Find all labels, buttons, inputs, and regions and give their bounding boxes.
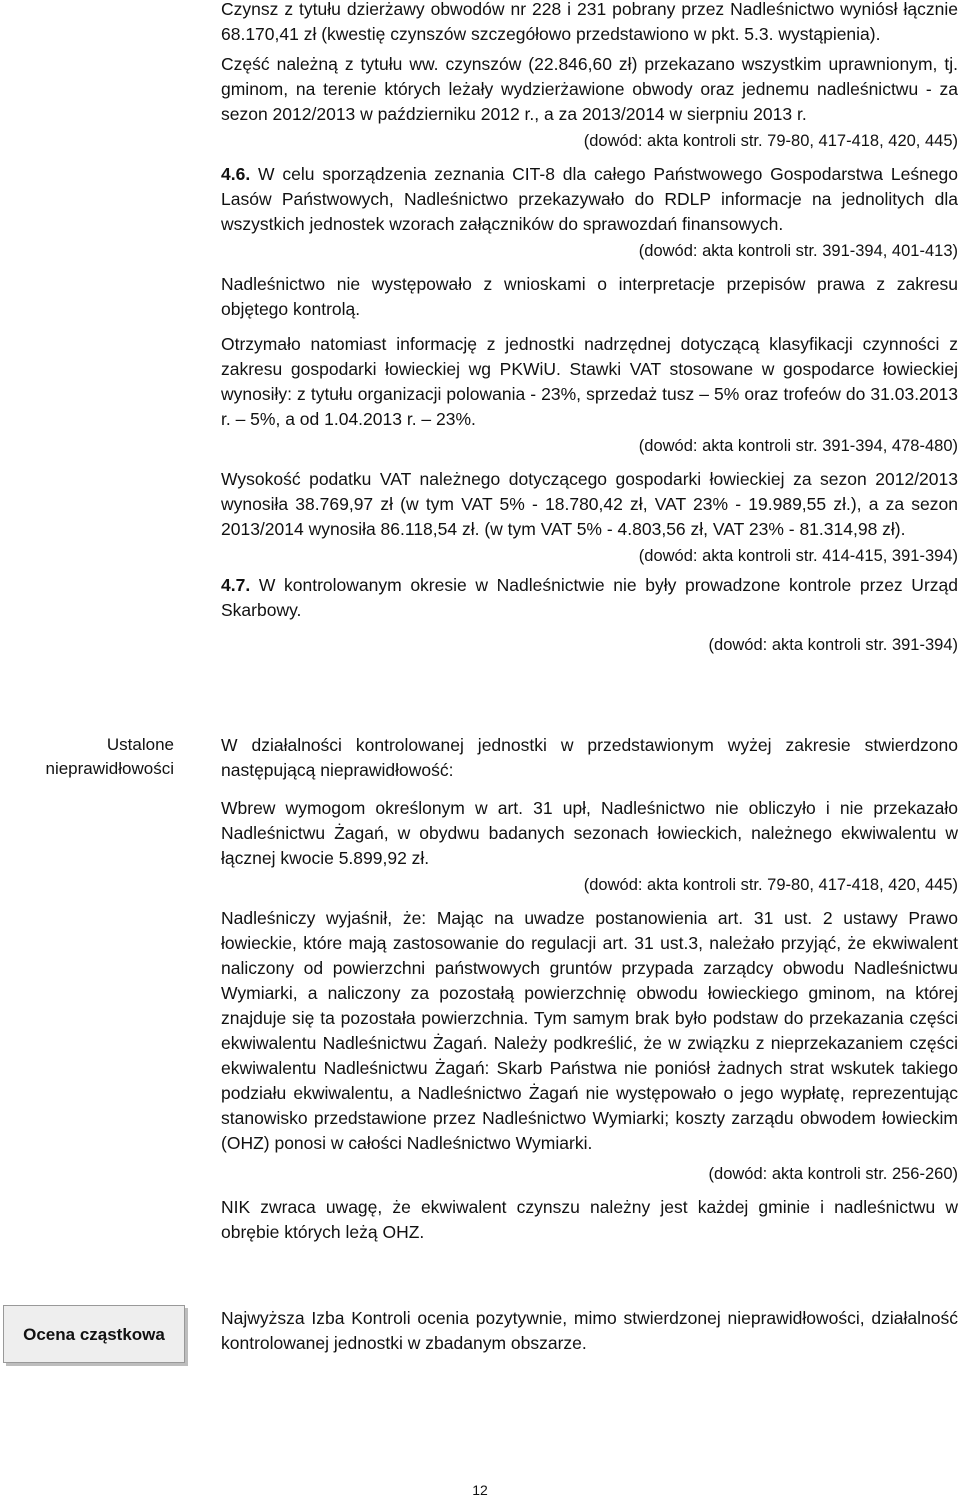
- irregularities-section: [221, 733, 958, 1245]
- section-number: 4.6.: [221, 164, 251, 184]
- section-4-7-paragraph: [221, 573, 958, 623]
- assessment-label-box: [3, 1305, 185, 1363]
- section-text: W kontrolowanym okresie w Nadleśnictwie nie były prowadzone kontrole przez Urząd Skarbowy.: [221, 575, 958, 620]
- interpretation-paragraph: Nadleśnictwo nie występowało z wnioskami o interpretacje przepisów prawa z zakresu objętego kontrolą.: [221, 274, 958, 319]
- section-text: W celu sporządzenia zeznania CIT-8 dla całego Państwowego Gospodarstwa Leśnego Lasów Państwowych, Nadleśnictwo przekazywało do RDLP informacje na jednolitych dla wszystkich jednostek wzorach załączników do sprawozdań finansowych.: [221, 164, 958, 234]
- nik-remark: NIK zwraca uwagę, że ekwiwalent czynszu należny jest każdej gminie i nadleśnictwu w obrębie których leżą OHZ.: [221, 1197, 958, 1242]
- assessment-text: Najwyższa Izba Kontroli ocenia pozytywnie, mimo stwierdzonej nieprawidłowości, działalność kontrolowanej jednostki w zbadanym obszarze.: [221, 1308, 958, 1353]
- assessment-section: [221, 1306, 958, 1356]
- irregularity-intro: W działalności kontrolowanej jednostki w przedstawionym wyżej zakresie stwierdzono następującą nieprawidłowość:: [221, 735, 958, 780]
- evidence-reference: (dowód: akta kontroli str. 256-260): [708, 1165, 958, 1183]
- top-section: [221, 0, 958, 658]
- evidence-reference: (dowód: akta kontroli str. 391-394, 478-480): [638, 437, 958, 455]
- evidence-reference: (dowód: akta kontroli str. 391-394): [708, 636, 958, 654]
- evidence-reference: (dowód: akta kontroli str. 79-80, 417-418, 420, 445): [583, 132, 958, 150]
- vat-info-paragraph: Otrzymało natomiast informację z jednostki nadrzędnej dotyczącą klasyfikacji czynności z zakresu gospodarki łowieckiej wg PKWiU. Stawki VAT stosowane w gospodarce łowieckiej wynosiły: z tytułu organizacji polowania - 23%, sprzedaż tusz – 5% oraz trofeów do 31.03.2013 r. – 5%, a od 1.04.2013 r. – 23%.: [221, 334, 958, 429]
- section-4-6-paragraph: [221, 162, 958, 237]
- irregularity-description: Wbrew wymogom określonym w art. 31 upł, Nadleśnictwo nie obliczyło i nie przekazało Nadleśnictwu Żagań, w obydwu badanych sezonach łowieckich, należnego ekwiwalentu w łącznej kwocie 5.899,92 zł.: [221, 798, 958, 868]
- evidence-reference: (dowód: akta kontroli str. 414-415, 391-394): [638, 547, 958, 565]
- page-number: 12: [472, 1482, 488, 1498]
- forester-explanation: Nadleśniczy wyjaśnił, że: Mając na uwadze postanowienia art. 31 ust. 2 ustawy Prawo łowieckie, które mają zastosowanie do regulacji art. 31 ust.3, należało przyjąć, że ekwiwalent naliczony od powierzchni państwowych gruntów przypada zarządcy obwodu Nadleśnictwu Wymiarki, a naliczony za pozostałą powierzchnię obwodu łowieckiego gminom, na której znajduje się ta pozostała powierzchnia. Tym samym brak było podstaw do przekazania części ekwiwalentu Nadleśnictwu Żagań. Należy podkreślić, że w związku z nieprzekazaniem części ekwiwalentu Nadleśnictwu Żagań: Skarb Państwa nie poniósł żadnych strat wskutek takiego podziału ekwiwalentu, a Nadleśnictwo Żagań nie występowało o jego wypłatę, reprezentując stanowisko przedstawione przez Nadleśnictwo Wymiarki; koszty zarządu obwodem łowieckim (OHZ) ponosi w całości Nadleśnictwo Wymiarki.: [221, 908, 958, 1153]
- rent-paragraph: Czynsz z tytułu dzierżawy obwodów nr 228 i 231 pobrany przez Nadleśnictwo wyniósł łącznie 68.170,41 zł (kwestię czynszów szczegółowo przedstawiono w pkt. 5.3. wystąpienia).: [221, 0, 958, 44]
- evidence-reference: (dowód: akta kontroli str. 79-80, 417-418, 420, 445): [583, 876, 958, 894]
- evidence-reference: (dowód: akta kontroli str. 391-394, 401-413): [638, 242, 958, 260]
- irregularities-label: Ustalone nieprawidłowości: [45, 735, 174, 778]
- rent-transfer-paragraph: Część należną z tytułu ww. czynszów (22.846,60 zł) przekazano wszystkim uprawnionym, tj. gminom, na terenie których leżały wydzierżawione obwody oraz jednemu nadleśnictwu - za sezon 2012/2013 w październiku 2012 r., a za 2013/2014 w sierpniu 2013 r.: [221, 54, 958, 124]
- vat-amount-paragraph: Wysokość podatku VAT należnego dotyczącego gospodarki łowieckiej za sezon 2012/2013 wynosiła 38.769,97 zł (w tym VAT 5% - 18.780,42 zł, VAT 23% - 19.989,55 zł.), a za sezon 2013/2014 wynosiła 86.118,54 zł. (w tym VAT 5% - 4.803,56 zł, VAT 23% - 81.314,98 zł).: [221, 469, 958, 539]
- assessment-label: Ocena cząstkowa: [23, 1324, 165, 1344]
- section-number: 4.7.: [221, 575, 251, 595]
